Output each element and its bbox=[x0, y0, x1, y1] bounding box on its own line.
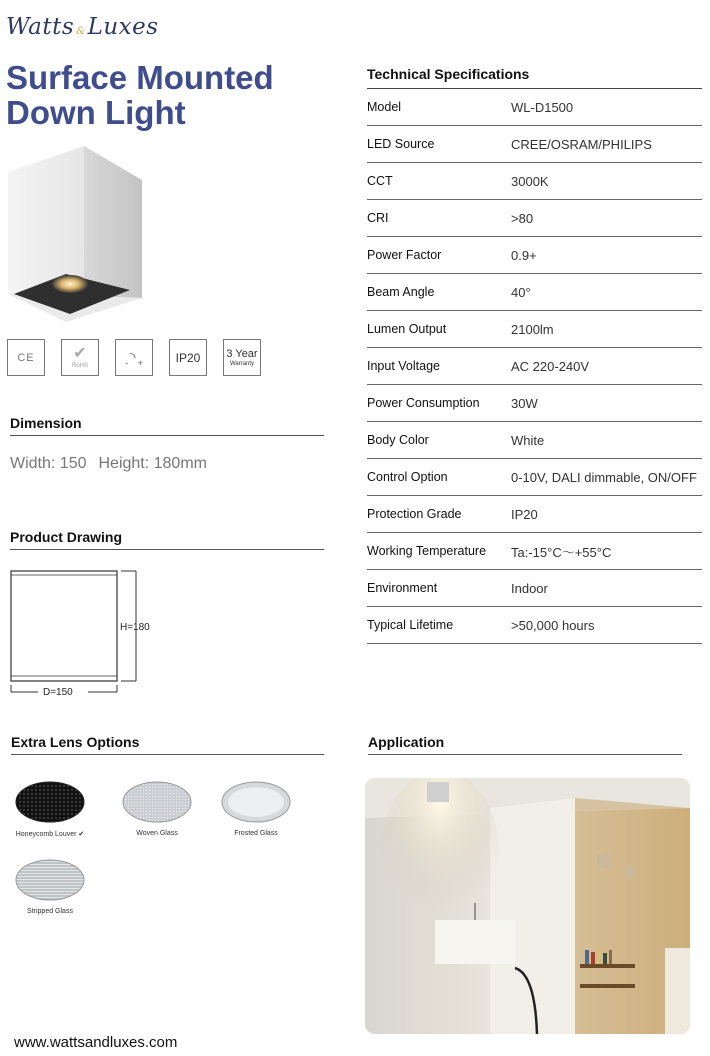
spec-key: Typical Lifetime bbox=[367, 618, 454, 632]
rohs-icon bbox=[61, 339, 99, 376]
dimmable-icon bbox=[115, 339, 153, 376]
dimension-values bbox=[10, 455, 219, 473]
brand-logo bbox=[6, 14, 159, 40]
lens-option-stripped bbox=[10, 858, 90, 915]
application-photo bbox=[365, 778, 690, 1034]
rohs-check-icon: ✔ bbox=[73, 344, 87, 362]
spec-row bbox=[367, 570, 702, 607]
footer-url[interactable]: www.wattsandluxes.com bbox=[14, 1034, 178, 1051]
spec-key: Beam Angle bbox=[367, 285, 435, 299]
spec-row bbox=[367, 200, 702, 237]
warranty-years: 3 Year bbox=[226, 347, 258, 360]
product-image bbox=[6, 144, 146, 324]
certification-icons bbox=[7, 339, 261, 376]
warranty-label: Warranty bbox=[229, 360, 255, 367]
honeycomb-louver-icon bbox=[14, 780, 86, 824]
ip-rating-icon bbox=[169, 339, 207, 376]
spec-table bbox=[367, 66, 702, 644]
ce-icon bbox=[7, 339, 45, 376]
dim-plus: + bbox=[137, 357, 143, 368]
product-drawing-heading: Product Drawing bbox=[10, 529, 324, 550]
spec-row bbox=[367, 348, 702, 385]
spec-value: >80 bbox=[511, 210, 534, 226]
lens-label-honeycomb: Honeycomb Louver ✔ bbox=[15, 831, 85, 838]
stripped-glass-icon bbox=[14, 858, 86, 902]
spec-key: Power Factor bbox=[367, 248, 442, 262]
page-title bbox=[6, 60, 274, 130]
spec-value: AC 220-240V bbox=[511, 358, 590, 374]
spec-row bbox=[367, 274, 702, 311]
dimension-height: Height: 180mm bbox=[98, 455, 207, 472]
spec-key: LED Source bbox=[367, 137, 435, 151]
spec-value: Indoor bbox=[511, 580, 548, 596]
spec-row bbox=[367, 311, 702, 348]
spec-value: >50,000 hours bbox=[511, 617, 595, 633]
logo-left-text: Watts bbox=[6, 14, 75, 40]
lens-option-honeycomb bbox=[10, 780, 90, 838]
spec-value: 3000K bbox=[511, 173, 549, 189]
spec-row bbox=[367, 237, 702, 274]
spec-key: Body Color bbox=[367, 433, 429, 447]
spec-value: 0-10V, DALI dimmable, ON/OFF bbox=[511, 469, 697, 485]
spec-key: CCT bbox=[367, 174, 393, 188]
logo-amp: & bbox=[76, 26, 86, 37]
spec-key: Lumen Output bbox=[367, 322, 447, 336]
logo-right-text: Luxes bbox=[87, 14, 159, 40]
spec-value: White bbox=[511, 432, 545, 448]
spec-key: Control Option bbox=[367, 470, 448, 484]
spec-row bbox=[367, 163, 702, 200]
lens-label-stripped: Stripped Glass bbox=[27, 908, 73, 915]
spec-value: 30W bbox=[511, 395, 538, 411]
title-line-1: Surface Mounted bbox=[6, 59, 274, 96]
spec-row bbox=[367, 422, 702, 459]
spec-key: Environment bbox=[367, 581, 438, 595]
warranty-icon bbox=[223, 339, 261, 376]
lens-label-woven: Woven Glass bbox=[136, 830, 178, 837]
lens-heading: Extra Lens Options bbox=[11, 734, 324, 755]
spec-key: Power Consumption bbox=[367, 396, 480, 410]
ip-label: IP20 bbox=[175, 350, 201, 365]
product-drawing bbox=[8, 568, 168, 702]
application-heading: Application bbox=[368, 734, 682, 755]
spec-row bbox=[367, 533, 702, 570]
spec-row bbox=[367, 89, 702, 126]
spec-value: WL-D1500 bbox=[511, 99, 574, 115]
spec-row bbox=[367, 459, 702, 496]
drawing-height-label: H=180 bbox=[120, 622, 150, 633]
spec-value: CREE/OSRAM/PHILIPS bbox=[511, 136, 652, 152]
woven-glass-icon bbox=[121, 780, 193, 824]
lens-label-frosted: Frosted Glass bbox=[234, 830, 278, 837]
spec-rows bbox=[367, 89, 702, 644]
rohs-label: RoHS bbox=[71, 362, 88, 369]
dimension-heading: Dimension bbox=[10, 415, 324, 436]
lens-option-woven bbox=[117, 780, 197, 837]
spec-heading: Technical Specifications bbox=[367, 66, 702, 89]
frosted-glass-icon bbox=[220, 780, 292, 824]
title-line-2: Down Light bbox=[6, 94, 186, 131]
spec-row bbox=[367, 607, 702, 644]
spec-key: Protection Grade bbox=[367, 507, 462, 521]
spec-value: 2100lm bbox=[511, 321, 554, 337]
spec-row bbox=[367, 385, 702, 422]
dimmer-arc-icon: ◝ bbox=[130, 349, 136, 365]
dimension-width: Width: 150 bbox=[10, 455, 87, 472]
spec-value: 40° bbox=[511, 284, 531, 300]
spec-key: Model bbox=[367, 100, 402, 114]
spec-key: Input Voltage bbox=[367, 359, 440, 373]
dim-minus: - bbox=[125, 357, 129, 368]
spec-row bbox=[367, 126, 702, 163]
spec-row bbox=[367, 496, 702, 533]
drawing-diameter-label: D=150 bbox=[43, 687, 73, 698]
spec-value: 0.9+ bbox=[511, 247, 537, 263]
lens-option-frosted bbox=[216, 780, 296, 837]
spec-key: CRI bbox=[367, 211, 389, 225]
spec-key: Working Temperature bbox=[367, 544, 487, 558]
spec-value: Ta:-15°C～+55°C bbox=[511, 544, 612, 560]
ce-label: CE bbox=[17, 351, 35, 364]
spec-value: IP20 bbox=[511, 506, 538, 522]
